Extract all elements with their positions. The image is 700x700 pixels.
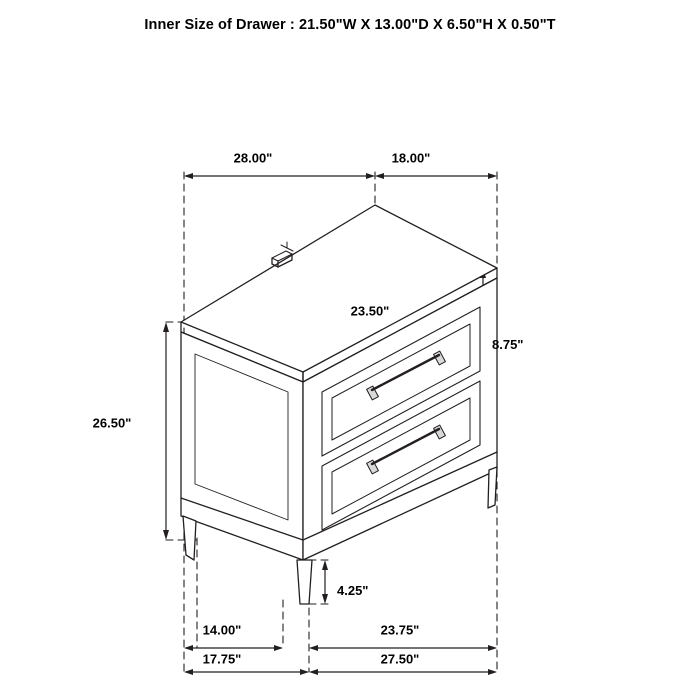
dim-overall-width: 27.50" [380, 651, 420, 667]
dim-top-width-left: 28.00" [233, 150, 273, 166]
page-title: Inner Size of Drawer : 21.50"W X 13.00"D X 6.50"H X 0.50"T [144, 17, 556, 33]
dim-base-width-front-left: 14.00" [202, 622, 242, 638]
dim-overall-depth: 17.75" [202, 651, 242, 667]
dim-overall-height: 26.50" [92, 415, 132, 431]
nightstand-body [181, 205, 497, 604]
dim-base-width-front-right: 23.75" [380, 622, 420, 638]
dim-leg-height: 4.25" [337, 583, 369, 598]
dim-top-width-right: 18.00" [391, 150, 431, 166]
dim-drawer-height: 8.75" [492, 337, 524, 352]
dim-top-depth-diagonal: 23.50" [350, 303, 390, 319]
